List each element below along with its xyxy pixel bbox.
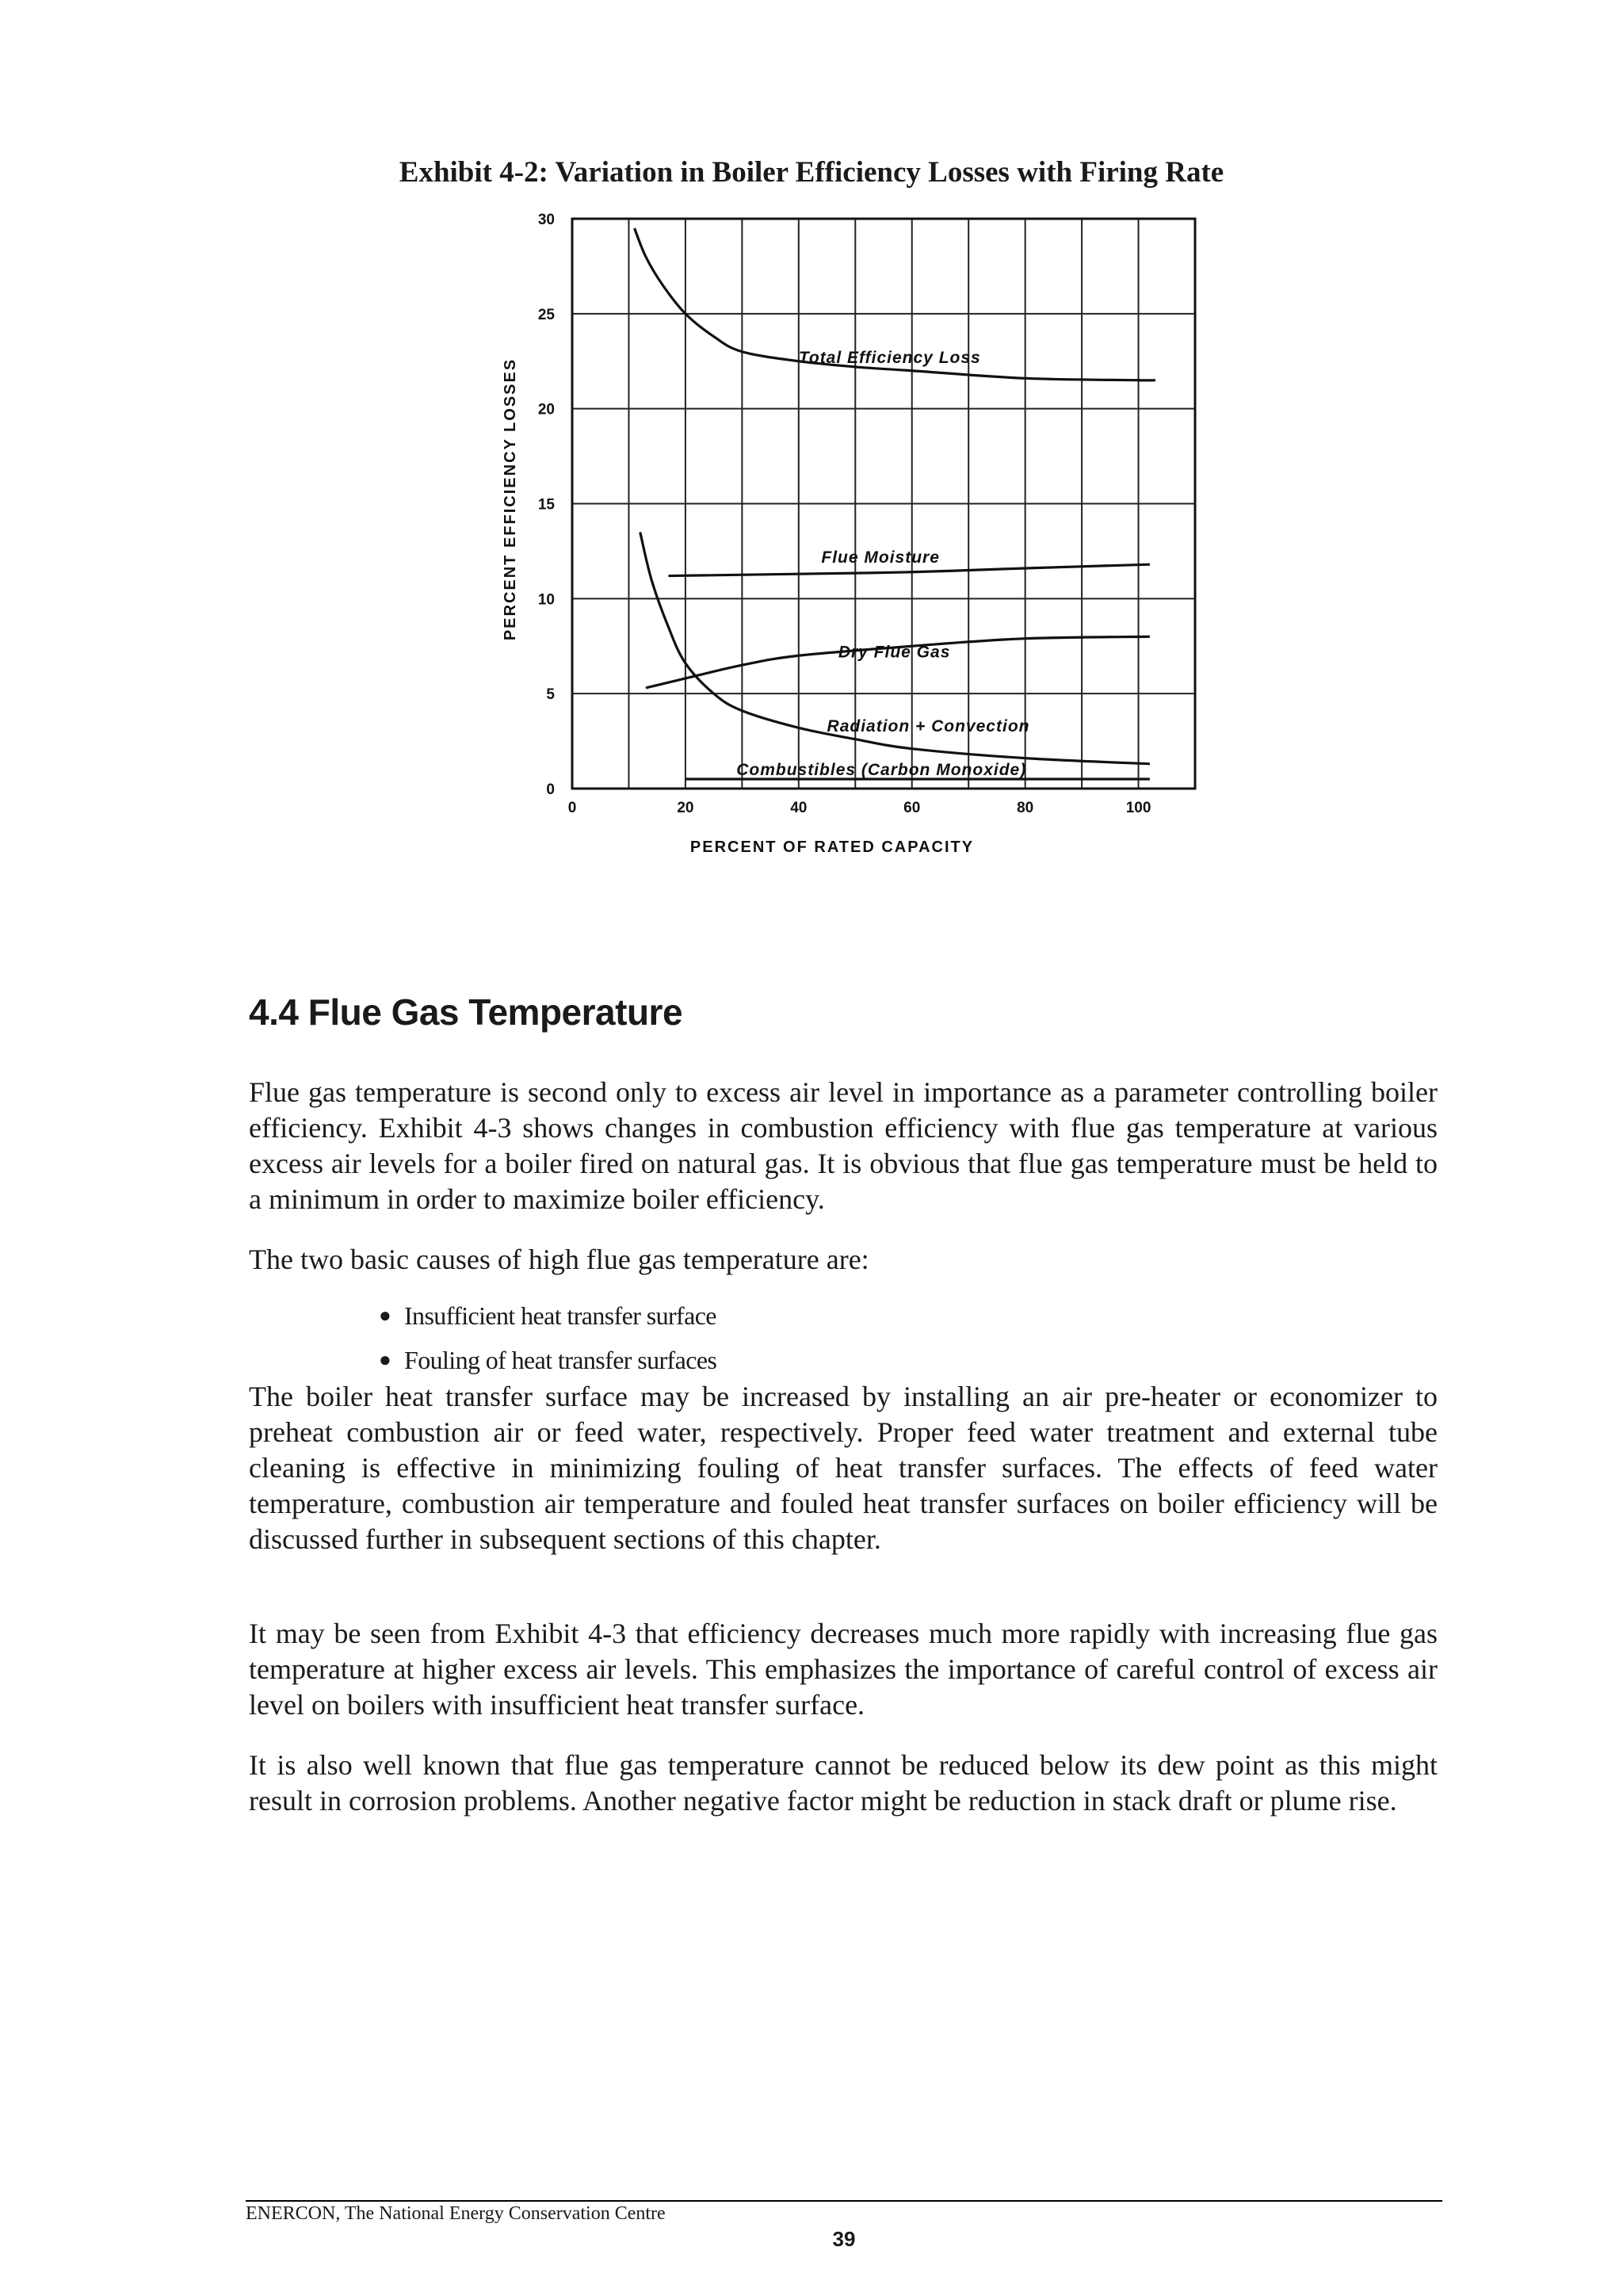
y-tick-label: 10: [537, 591, 555, 609]
list-item: [379, 1293, 716, 1338]
x-tick-label: 80: [1017, 800, 1034, 816]
series-annotation-label: Radiation + Convection: [827, 717, 1030, 736]
paragraph-1: Flue gas temperature is second only to excess air level in importance as a parameter controlling boiler efficiency. Exhibit 4-3 shows changes in combustion efficiency with flue gas temperature at various excess air levels for a boiler fired on natural gas. It is obvious that flue gas temperature must be held to a minimum in order to maximize boiler efficiency.: [249, 1076, 1438, 1215]
footer-divider: [246, 2200, 1442, 2202]
y-tick-label: 30: [537, 212, 555, 228]
y-tick-label: 25: [537, 306, 555, 323]
paragraph-2: The two basic causes of high flue gas temperature are:: [249, 1244, 869, 1275]
list-item-text: Insufficient heat transfer surface: [404, 1301, 716, 1330]
paragraph-5: It is also well known that flue gas temperature cannot be reduced below its dew point as this might result in corrosion problems. Another negative factor might be reduction in stack draft or plume rise.: [249, 1749, 1438, 1817]
chart-annotations: [736, 349, 1029, 779]
x-axis-label: PERCENT OF RATED CAPACITY: [689, 839, 975, 856]
x-tick-label: 60: [903, 800, 921, 816]
bullet-icon: ●: [379, 1348, 391, 1371]
y-tick-label: 15: [537, 496, 555, 514]
page-number: 39: [832, 2227, 856, 2251]
series-annotation-label: Combustibles (Carbon Monoxide): [736, 761, 1027, 780]
bullet-icon: ●: [379, 1304, 391, 1327]
exhibit-title: Exhibit 4-2: Variation in Boiler Efficiency Losses with Firing Rate: [399, 156, 1224, 189]
list-item-text: Fouling of heat transfer surfaces: [404, 1346, 717, 1374]
x-tick-label: 100: [1125, 800, 1151, 816]
y-tick-label: 0: [546, 781, 555, 798]
x-tick-label: 20: [677, 800, 694, 816]
footer-organization: ENERCON, The National Energy Conservation Centre: [246, 2203, 666, 2224]
x-tick-label: 0: [567, 800, 577, 816]
y-tick-label: 20: [537, 401, 555, 418]
paragraph-3: The boiler heat transfer surface may be increased by installing an air pre-heater or economizer to preheat combustion air or feed water, respectively. Proper feed water treatment and external tube cleaning is effective in minimizing fouling of heat transfer surfaces. The effects of feed water temperature, combustion air temperature and fouled heat transfer surfaces on boiler efficiency will be discussed further in subsequent sections of this chapter.: [249, 1381, 1438, 1555]
series-annotation-label: Dry Flue Gas: [838, 643, 951, 662]
y-axis-label: PERCENT EFFICIENCY LOSSES: [502, 357, 519, 641]
paragraph-4: It may be seen from Exhibit 4-3 that efficiency decreases much more rapidly with increasing flue gas temperature at higher excess air levels. This emphasizes the importance of careful control of excess air level on boilers with insufficient heat transfer surface.: [249, 1618, 1438, 1721]
x-tick-label: 40: [790, 800, 808, 816]
y-tick-label: 5: [546, 686, 555, 704]
section-heading: 4.4 Flue Gas Temperature: [249, 991, 683, 1033]
series-annotation-label: Flue Moisture: [821, 548, 940, 567]
causes-list: [379, 1293, 717, 1382]
chart-grid: [572, 219, 1195, 789]
list-item: [379, 1338, 717, 1382]
efficiency-loss-chart: [475, 202, 1205, 868]
series-annotation-label: Total Efficiency Loss: [798, 349, 981, 368]
